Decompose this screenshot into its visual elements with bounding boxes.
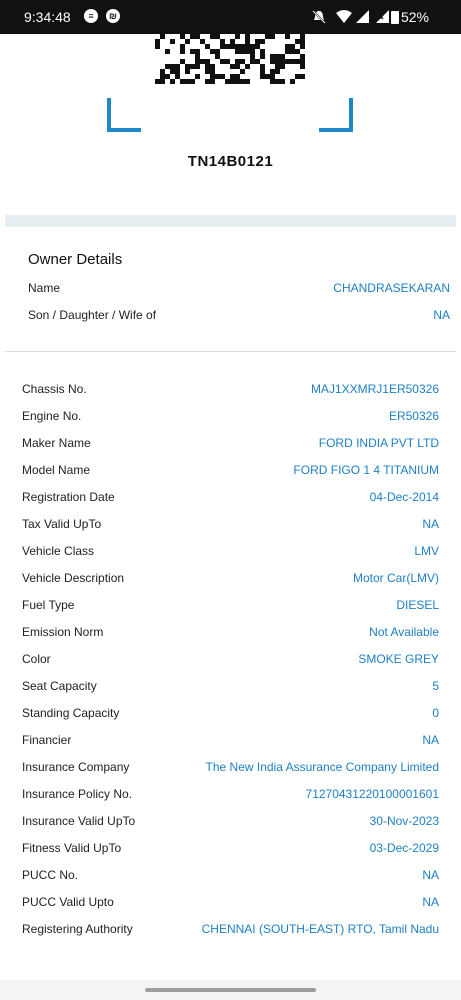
qr-module: [185, 39, 190, 44]
owner-row-label: Son / Daughter / Wife of: [28, 308, 157, 322]
detail-row-value: The New India Assurance Company Limited: [205, 760, 439, 774]
owner-row: [28, 308, 450, 324]
status-bar: [0, 0, 461, 34]
home-gesture-handle[interactable]: [145, 988, 316, 992]
detail-row: [22, 760, 439, 776]
detail-row: [22, 841, 439, 857]
detail-row: [22, 625, 439, 641]
detail-row-value: 0: [432, 706, 439, 720]
qr-module: [165, 49, 170, 54]
qr-module: [280, 79, 285, 84]
detail-row-label: Emission Norm: [22, 625, 104, 639]
qr-module: [180, 49, 185, 54]
detail-row-value: 03-Dec-2029: [369, 841, 439, 855]
owner-row-value: CHANDRASEKARAN: [333, 281, 450, 295]
qr-module: [155, 44, 160, 49]
detail-row-label: Engine No.: [22, 409, 82, 423]
detail-row: [22, 922, 439, 938]
qr-module: [245, 64, 250, 69]
qr-module: [275, 69, 280, 74]
qr-module: [260, 39, 265, 44]
qr-module: [170, 39, 175, 44]
mute-icon: [312, 10, 326, 24]
battery-percent: 52%: [400, 9, 429, 25]
detail-row-label: Insurance Policy No.: [22, 787, 133, 801]
signal-icon: [356, 10, 369, 23]
detail-row-value: NA: [422, 517, 439, 531]
scan-frame-corner-left: [107, 98, 141, 132]
detail-row: [22, 382, 439, 398]
detail-row: [22, 868, 439, 884]
detail-row-label: Fitness Valid UpTo: [22, 841, 122, 855]
detail-row: [22, 652, 439, 668]
qr-module: [185, 69, 190, 74]
detail-row: [22, 571, 439, 587]
qr-module: [300, 64, 305, 69]
qr-module: [170, 79, 175, 84]
section-divider: [5, 215, 456, 227]
app-badge-icon: ₪: [106, 9, 120, 23]
detail-row-value: Motor Car(LMV): [352, 571, 439, 585]
owner-row-label: Name: [28, 281, 61, 295]
qr-module: [270, 34, 275, 39]
qr-module: [235, 34, 240, 39]
battery-icon: [391, 10, 399, 24]
detail-row-value: 5: [432, 679, 439, 693]
detail-row-value: NA: [422, 895, 439, 909]
detail-row-label: Registering Authority: [22, 922, 133, 936]
detail-row: [22, 517, 439, 533]
detail-row-label: Chassis No.: [22, 382, 87, 396]
qr-module: [190, 79, 195, 84]
owner-details-title: Owner Details: [28, 251, 123, 268]
qr-module: [290, 79, 295, 84]
detail-row-value: ER50326: [388, 409, 439, 423]
status-time: 9:34:48: [24, 9, 71, 25]
divider-line: [5, 351, 456, 352]
chat-bubble-icon: ≡: [84, 9, 98, 23]
detail-row-value: 30-Nov-2023: [369, 814, 439, 828]
detail-row: [22, 706, 439, 722]
detail-row-label: Standing Capacity: [22, 706, 120, 720]
detail-row-label: Maker Name: [22, 436, 91, 450]
qr-module: [285, 34, 290, 39]
detail-row-label: Financier: [22, 733, 72, 747]
detail-row-label: Insurance Valid UpTo: [22, 814, 136, 828]
qr-module: [300, 44, 305, 49]
detail-row-label: Tax Valid UpTo: [22, 517, 102, 531]
detail-row-label: Vehicle Class: [22, 544, 95, 558]
detail-row-label: Insurance Company: [22, 760, 130, 774]
detail-row-label: Model Name: [22, 463, 91, 477]
detail-row-value: 71270431220100001601: [305, 787, 439, 801]
detail-row: [22, 544, 439, 560]
qr-module: [160, 79, 165, 84]
qr-module: [210, 79, 215, 84]
detail-row-value: MAJ1XXMRJ1ER50326: [310, 382, 439, 396]
detail-row-value: 04-Dec-2014: [369, 490, 439, 504]
detail-row-label: PUCC No.: [22, 868, 79, 882]
detail-row: [22, 787, 439, 803]
detail-row-label: Vehicle Description: [22, 571, 125, 585]
detail-row-label: Color: [22, 652, 51, 666]
detail-row-value: FORD FIGO 1 4 TITANIUM: [293, 463, 439, 477]
detail-row-value: SMOKE GREY: [358, 652, 439, 666]
detail-row-label: Fuel Type: [22, 598, 75, 612]
owner-row: [28, 281, 450, 297]
qr-module: [260, 54, 265, 59]
detail-row-label: Registration Date: [22, 490, 115, 504]
detail-row: [22, 436, 439, 452]
qr-module: [300, 74, 305, 79]
detail-row: [22, 463, 439, 479]
detail-row: [22, 733, 439, 749]
detail-row-value: Not Available: [369, 625, 439, 639]
scan-frame-corner-right: [319, 98, 353, 132]
detail-row: [22, 895, 439, 911]
qr-module: [160, 34, 165, 39]
detail-row-value: CHENNAI (SOUTH-EAST) RTO, Tamil Nadu: [201, 922, 439, 936]
qr-module: [240, 69, 245, 74]
detail-row: [22, 409, 439, 425]
detail-row-label: PUCC Valid Upto: [22, 895, 114, 909]
detail-row: [22, 598, 439, 614]
qr-module: [195, 64, 200, 69]
qr-module: [245, 79, 250, 84]
signal-x-icon: [376, 10, 389, 23]
owner-row-value: NA: [433, 308, 450, 322]
detail-row-value: NA: [422, 868, 439, 882]
detail-row: [22, 814, 439, 830]
detail-row: [22, 490, 439, 506]
detail-row: [22, 679, 439, 695]
detail-row-value: LMV: [414, 544, 439, 558]
qr-module: [195, 74, 200, 79]
detail-row-value: FORD INDIA PVT LTD: [318, 436, 439, 450]
detail-row-value: DIESEL: [396, 598, 439, 612]
registration-number: TN14B0121: [187, 153, 274, 170]
qr-code-image: [155, 34, 305, 84]
wifi-icon: [336, 10, 352, 23]
detail-row-value: NA: [422, 733, 439, 747]
detail-row-label: Seat Capacity: [22, 679, 97, 693]
qr-module: [280, 64, 285, 69]
